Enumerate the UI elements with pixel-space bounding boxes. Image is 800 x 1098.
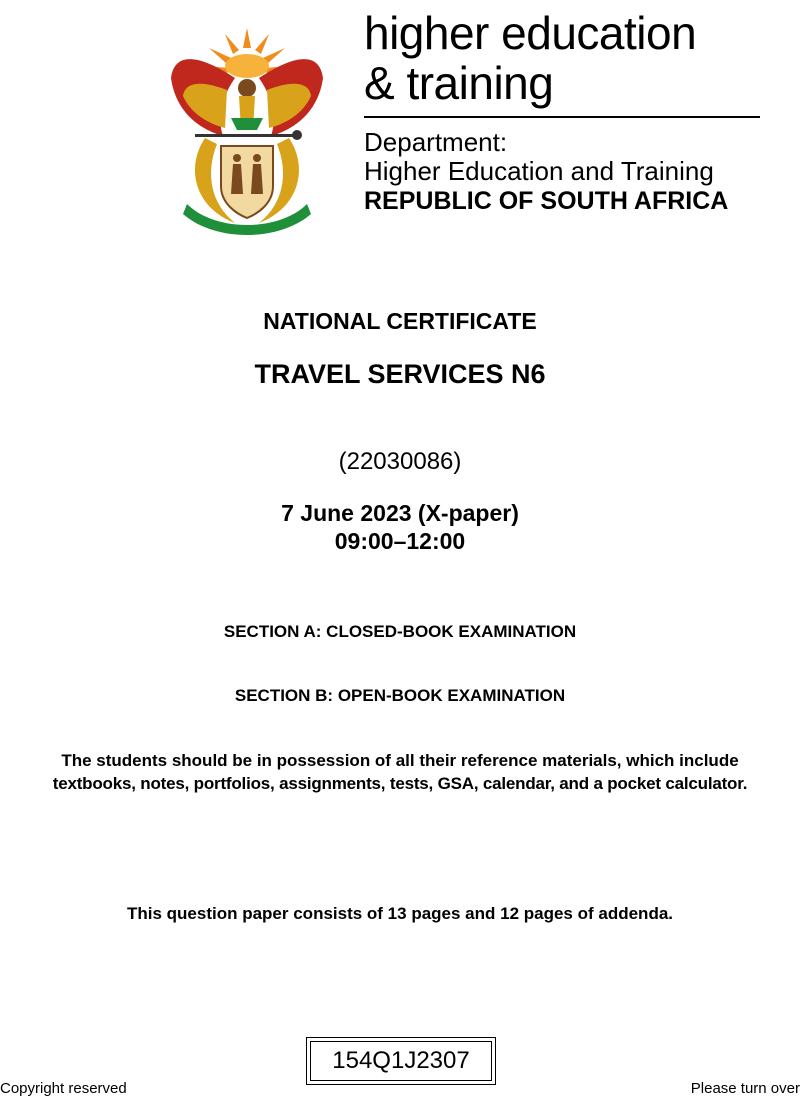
paper-code: 154Q1J2307 — [310, 1041, 492, 1081]
south-africa-coat-of-arms-icon — [165, 18, 330, 236]
paper-code-box — [306, 1037, 496, 1085]
reference-note-line2: textbooks, notes, portfolios, assignments, tests, GSA, calendar, and a pocket calculator. — [52, 774, 748, 793]
department-label: Department: — [364, 127, 508, 157]
copyright-text: Copyright reserved — [0, 1080, 127, 1097]
subject-code: (22030086) — [338, 448, 462, 475]
section-b-label: SECTION B: OPEN-BOOK EXAMINATION — [234, 686, 566, 705]
turn-over-text: Please turn over — [690, 1080, 800, 1097]
page-count-note: This question paper consists of 13 pages and 12 pages of addenda. — [126, 904, 674, 923]
brand-title-line1: higher education — [364, 7, 697, 59]
certificate-title: NATIONAL CERTIFICATE — [263, 308, 537, 334]
brand-divider — [364, 116, 760, 118]
reference-note-line1: The students should be in possession of all their reference materials, which include — [61, 751, 739, 770]
exam-time: 09:00–12:00 — [334, 528, 466, 554]
subject-title: TRAVEL SERVICES N6 — [254, 359, 546, 389]
section-a-label: SECTION A: CLOSED-BOOK EXAMINATION — [223, 622, 577, 641]
country-name: REPUBLIC OF SOUTH AFRICA — [364, 187, 729, 215]
department-name: Higher Education and Training — [364, 156, 714, 186]
exam-date: 7 June 2023 (X-paper) — [281, 500, 519, 526]
brand-title-line2: & training — [364, 57, 554, 109]
